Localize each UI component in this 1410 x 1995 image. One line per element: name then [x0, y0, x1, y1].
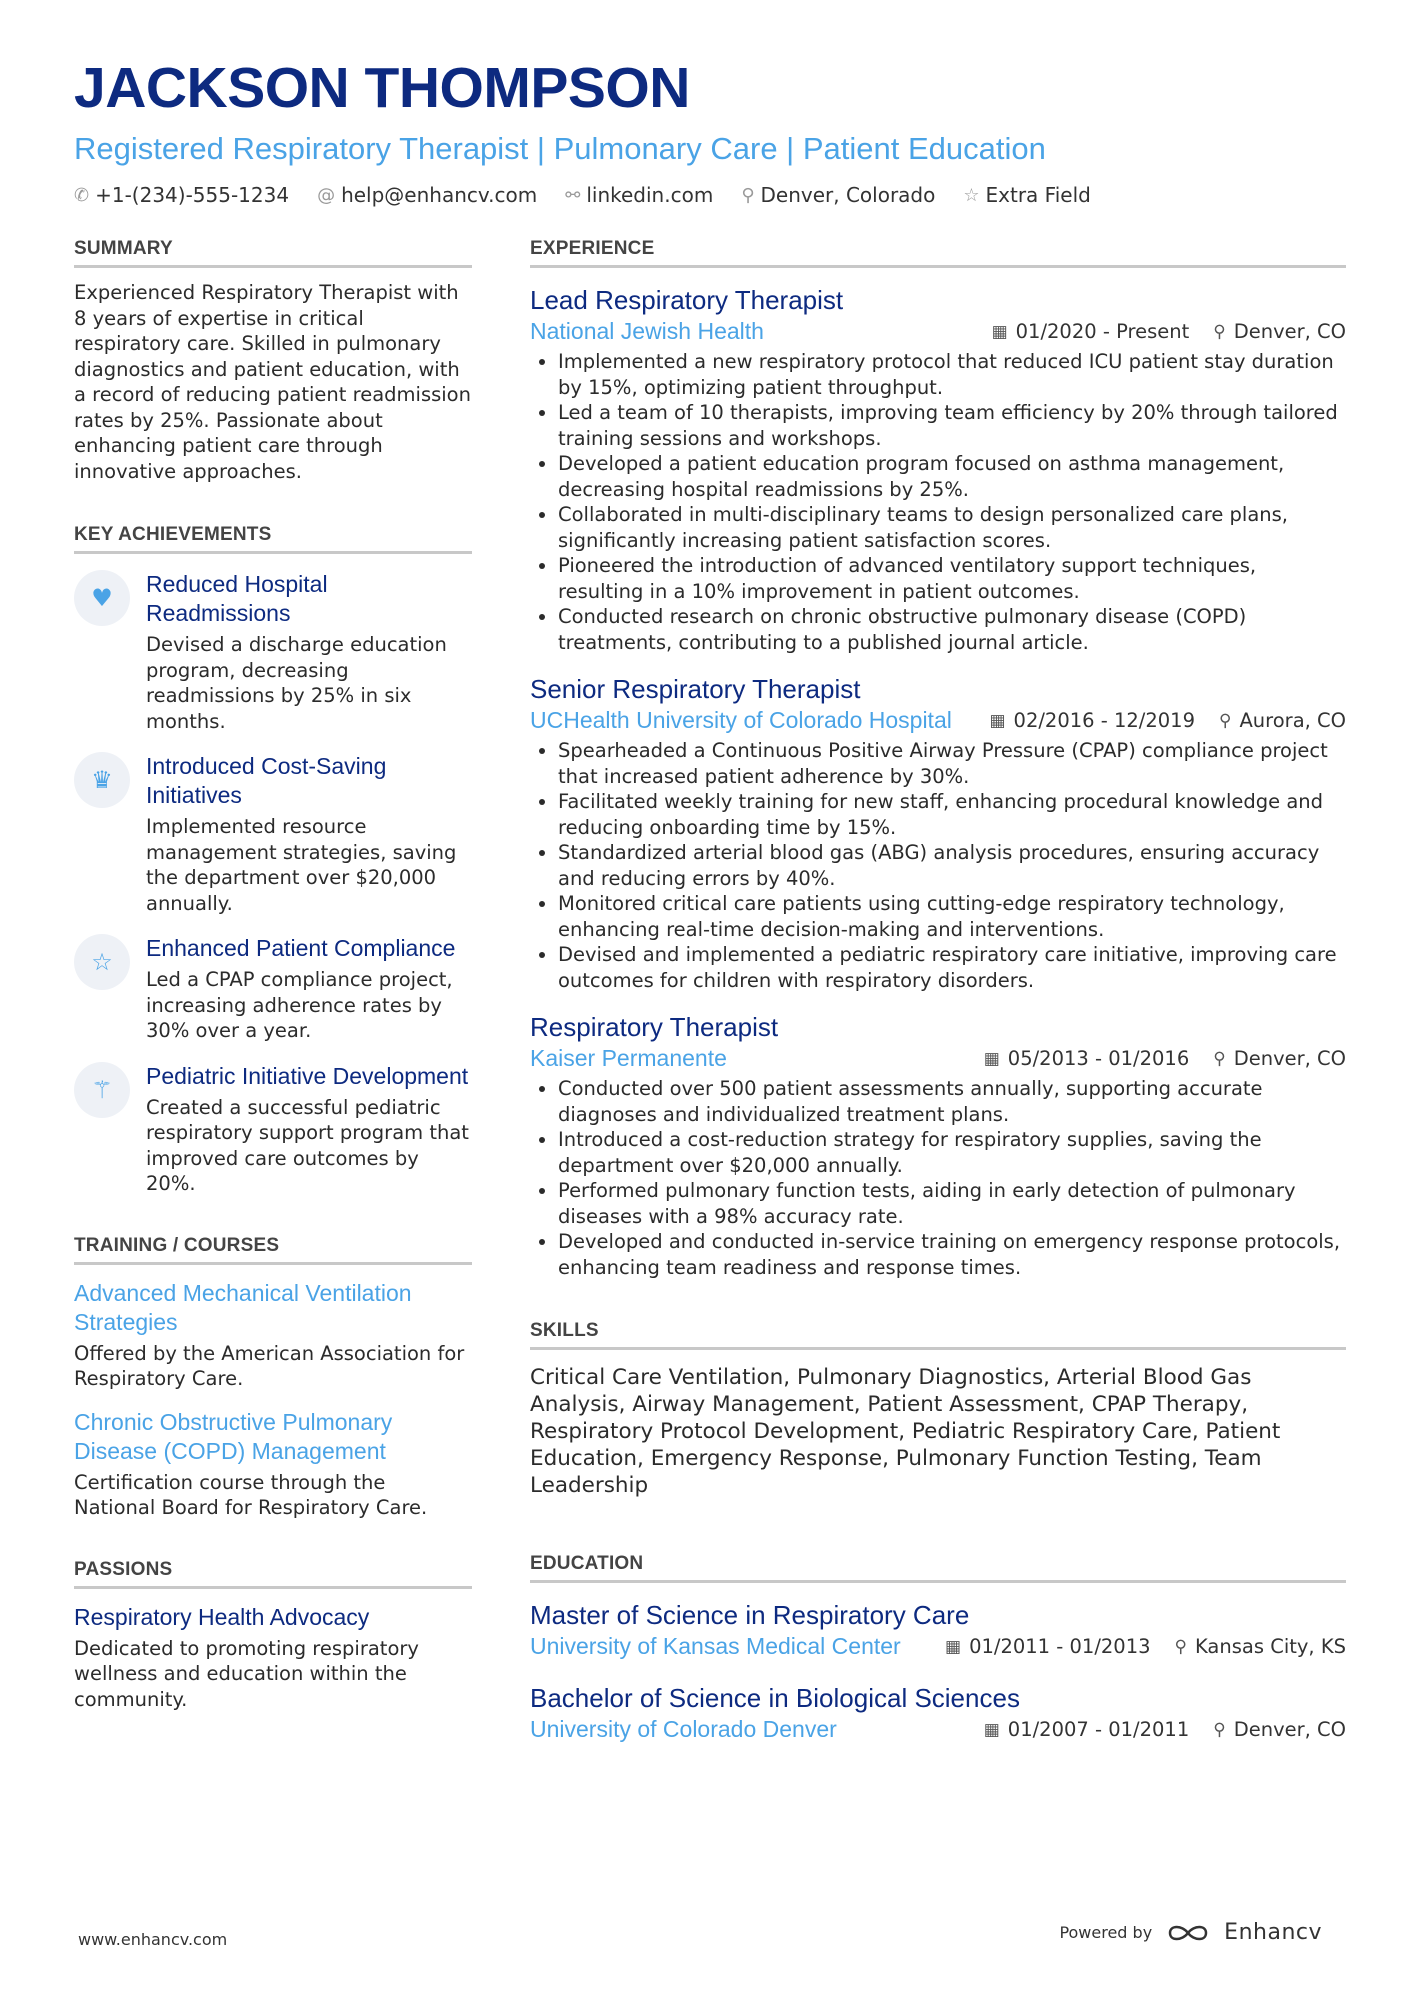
enhancv-logo-icon	[1166, 1921, 1210, 1945]
achievement-desc: Led a CPAP compliance project, increasing adherence rates by 30% over a year.	[146, 968, 453, 1042]
job-title: Respiratory Therapist	[530, 1012, 779, 1042]
achievement-title: Enhanced Patient Compliance	[146, 935, 456, 961]
dates-text: 01/2007 - 01/2011	[1007, 1718, 1190, 1741]
location-pin-icon: ⚲	[1219, 710, 1232, 731]
achievements-section	[74, 524, 472, 1197]
education-location	[1213, 1718, 1346, 1741]
job-dates	[984, 1047, 1190, 1070]
section-title: SKILLS	[530, 1320, 1346, 1350]
achievement-title: Introduced Cost-Saving Initiatives	[146, 753, 387, 808]
contact-text: help@enhancv.com	[341, 183, 538, 207]
job-dates	[989, 709, 1195, 732]
bullet-item: • Developed a patient education program focused on asthma management, decreasing hospital readmissions by 25%.	[558, 451, 1346, 502]
job-entry	[530, 1011, 1346, 1280]
education-section	[530, 1553, 1346, 1743]
section-title: PASSIONS	[74, 1559, 472, 1589]
job-organization: Kaiser Permanente	[530, 1045, 727, 1071]
contact-linkedin[interactable]	[565, 183, 713, 207]
school-name: University of Kansas Medical Center	[530, 1633, 901, 1659]
job-meta	[530, 1045, 1346, 1072]
degree-title: Bachelor of Science in Biological Sciences	[530, 1683, 1020, 1713]
achievement-title: Reduced Hospital Readmissions	[146, 571, 328, 626]
achievement-item	[74, 1062, 472, 1197]
job-meta-right	[992, 320, 1346, 343]
calendar-icon: ▦	[989, 710, 1006, 731]
contact-location	[741, 183, 935, 207]
course-item	[74, 1408, 472, 1521]
brand-name: Enhancv	[1224, 1920, 1322, 1945]
location-pin-icon: ⚲	[1213, 1719, 1226, 1740]
achievement-title: Pediatric Initiative Development	[146, 1062, 469, 1089]
contact-bar	[74, 183, 1346, 207]
job-bullets	[530, 1076, 1346, 1280]
job-bullets	[530, 738, 1346, 993]
section-title: KEY ACHIEVEMENTS	[74, 524, 472, 554]
bullet-item: • Developed and conducted in-service training on emergency response protocols, enhancing team readiness and response times.	[558, 1229, 1346, 1280]
achievement-desc: Created a successful pediatric respiratory support program that improved care outcomes by 20%.	[146, 1095, 469, 1195]
bullet-item: • Devised and implemented a pediatric respiratory care initiative, improving care outcomes for children with respiratory disorders.	[558, 942, 1346, 993]
passion-item	[74, 1603, 472, 1713]
education-meta	[530, 1633, 1346, 1660]
course-item	[74, 1279, 472, 1392]
trophy-icon: ♛	[74, 752, 130, 808]
achievement-desc: Implemented resource management strategies, saving the department over $20,000 annually.	[146, 815, 457, 915]
summary-text: Experienced Respiratory Therapist with 8 years of expertise in critical respiratory care. Skilled in pulmonary diagnostics and patient education, with a record of reducing patient readmission rates by 25%. Passionate about enhancing patient care through innovative approaches.	[74, 281, 471, 483]
location-text: Denver, CO	[1233, 1718, 1346, 1741]
job-location	[1213, 320, 1346, 343]
contact-phone[interactable]	[74, 183, 289, 207]
job-meta	[530, 318, 1346, 345]
degree-title: Master of Science in Respiratory Care	[530, 1600, 970, 1630]
education-entry	[530, 1599, 1346, 1660]
calendar-icon: ▦	[991, 321, 1008, 342]
bullet-item: • Implemented a new respiratory protocol that reduced ICU patient stay duration by 15%, optimizing patient throughput.	[558, 349, 1346, 400]
bullet-item: • Conducted over 500 patient assessments annually, supporting accurate diagnoses and individualized treatment plans.	[558, 1076, 1346, 1127]
education-meta-right	[945, 1635, 1346, 1658]
achievement-item	[74, 934, 472, 1044]
footer-branding	[1059, 1920, 1322, 1945]
skills-text: Critical Care Ventilation, Pulmonary Diagnostics, Arterial Blood Gas Analysis, Airway Management, Patient Assessment, CPAP Therapy, Respiratory Protocol Development, Pediatric Respiratory Care, Patient Education, Emergency Response, Pulmonary Function Testing, Team Leadership	[530, 1365, 1281, 1498]
contact-extra	[963, 183, 1090, 207]
experience-section	[530, 238, 1346, 1280]
course-desc: Offered by the American Association for Respiratory Care.	[74, 1341, 465, 1390]
magic-wand-icon: ⚚	[74, 1062, 130, 1118]
section-title: EXPERIENCE	[530, 238, 1346, 268]
education-meta	[530, 1716, 1346, 1743]
job-meta-right	[984, 1047, 1346, 1070]
section-title: SUMMARY	[74, 238, 472, 268]
job-organization: National Jewish Health	[530, 318, 764, 344]
location-text: Denver, CO	[1233, 320, 1346, 343]
job-dates	[992, 320, 1190, 343]
headline: Registered Respiratory Therapist | Pulmonary Care | Patient Education	[74, 131, 1046, 166]
candidate-name: JACKSON THOMPSON	[74, 56, 690, 120]
bullet-item: • Performed pulmonary function tests, aiding in early detection of pulmonary diseases with a 98% accuracy rate.	[558, 1178, 1346, 1229]
education-entry	[530, 1682, 1346, 1743]
location-text: Denver, CO	[1233, 1047, 1346, 1070]
dates-text: 05/2013 - 01/2016	[1007, 1047, 1190, 1070]
link-icon: ⚯	[565, 184, 581, 206]
calendar-icon: ▦	[983, 1719, 1000, 1740]
location-pin-icon: ⚲	[1174, 1636, 1187, 1657]
achievement-item	[74, 570, 472, 734]
location-pin-icon: ⚲	[1213, 1048, 1226, 1069]
bullet-item: • Spearheaded a Continuous Positive Airway Pressure (CPAP) compliance project that increased patient adherence by 30%.	[558, 738, 1346, 789]
skills-section	[530, 1320, 1346, 1499]
contact-text: Extra Field	[985, 183, 1091, 207]
training-section	[74, 1235, 472, 1521]
contact-text: Denver, Colorado	[760, 183, 936, 207]
contact-text: linkedin.com	[586, 183, 714, 207]
school-name: University of Colorado Denver	[530, 1716, 837, 1742]
section-title: EDUCATION	[530, 1553, 1346, 1583]
education-meta-right	[984, 1718, 1346, 1741]
job-location	[1219, 709, 1346, 732]
course-title: Advanced Mechanical Ventilation Strategies	[74, 1279, 412, 1335]
course-desc: Certification course through the National Board for Respiratory Care.	[74, 1470, 428, 1519]
dates-text: 01/2011 - 01/2013	[969, 1635, 1151, 1658]
passion-title: Respiratory Health Advocacy	[74, 1603, 370, 1630]
star-icon: ☆	[963, 184, 980, 206]
dates-text: 02/2016 - 12/2019	[1013, 709, 1195, 732]
bullet-item: • Collaborated in multi-disciplinary teams to design personalized care plans, significantly increasing patient satisfaction scores.	[558, 502, 1346, 553]
bullet-item: • Standardized arterial blood gas (ABG) analysis procedures, ensuring accuracy and reducing errors by 40%.	[558, 840, 1346, 891]
location-text: Aurora, CO	[1239, 709, 1346, 732]
bullet-item: • Facilitated weekly training for new staff, enhancing procedural knowledge and reducing onboarding time by 15%.	[558, 789, 1346, 840]
heart-icon: ♥	[74, 570, 130, 626]
job-entry	[530, 673, 1346, 993]
bullet-item: • Pioneered the introduction of advanced ventilatory support techniques, resulting in a 10% improvement in patient outcomes.	[558, 553, 1346, 604]
job-location	[1213, 1047, 1346, 1070]
job-bullets	[530, 349, 1346, 655]
summary-section	[74, 238, 472, 484]
location-pin-icon: ⚲	[741, 184, 755, 206]
course-title: Chronic Obstructive Pulmonary Disease (COPD) Management	[74, 1408, 393, 1464]
location-pin-icon: ⚲	[1213, 321, 1226, 342]
bullet-item: • Led a team of 10 therapists, improving team efficiency by 20% through tailored training sessions and workshops.	[558, 400, 1346, 451]
job-organization: UCHealth University of Colorado Hospital	[530, 707, 952, 733]
education-dates	[984, 1718, 1190, 1741]
job-meta	[530, 707, 1346, 734]
calendar-icon: ▦	[945, 1636, 962, 1657]
at-icon: @	[317, 184, 336, 206]
bullet-item: • Conducted research on chronic obstructive pulmonary disease (COPD) treatments, contributing to a published journal article.	[558, 604, 1346, 655]
contact-text: +1-(234)-555-1234	[95, 183, 290, 207]
calendar-icon: ▦	[983, 1048, 1000, 1069]
location-text: Kansas City, KS	[1194, 1635, 1346, 1658]
contact-email[interactable]	[317, 183, 537, 207]
resume-header	[74, 56, 1346, 207]
right-column	[530, 238, 1346, 1743]
education-location	[1175, 1635, 1346, 1658]
section-title: TRAINING / COURSES	[74, 1235, 472, 1265]
education-dates	[945, 1635, 1151, 1658]
star-icon: ☆	[74, 934, 130, 990]
bullet-item: • Monitored critical care patients using cutting-edge respiratory technology, enhancing real-time decision-making and interventions.	[558, 891, 1346, 942]
job-meta-right	[989, 709, 1346, 732]
achievement-desc: Devised a discharge education program, decreasing readmissions by 25% in six months.	[146, 633, 447, 733]
achievement-item	[74, 752, 472, 916]
footer-website[interactable]: www.enhancv.com	[78, 1930, 228, 1949]
job-entry	[530, 284, 1346, 655]
job-title: Lead Respiratory Therapist	[530, 285, 844, 315]
phone-icon: ✆	[74, 184, 90, 206]
left-column	[74, 238, 472, 1712]
passion-desc: Dedicated to promoting respiratory wellness and education within the community.	[74, 1636, 419, 1711]
dates-text: 01/2020 - Present	[1015, 320, 1190, 343]
bullet-item: • Introduced a cost-reduction strategy for respiratory supplies, saving the department over $20,000 annually.	[558, 1127, 1346, 1178]
passions-section	[74, 1559, 472, 1713]
job-title: Senior Respiratory Therapist	[530, 674, 861, 704]
powered-by-text: Powered by	[1059, 1923, 1153, 1942]
